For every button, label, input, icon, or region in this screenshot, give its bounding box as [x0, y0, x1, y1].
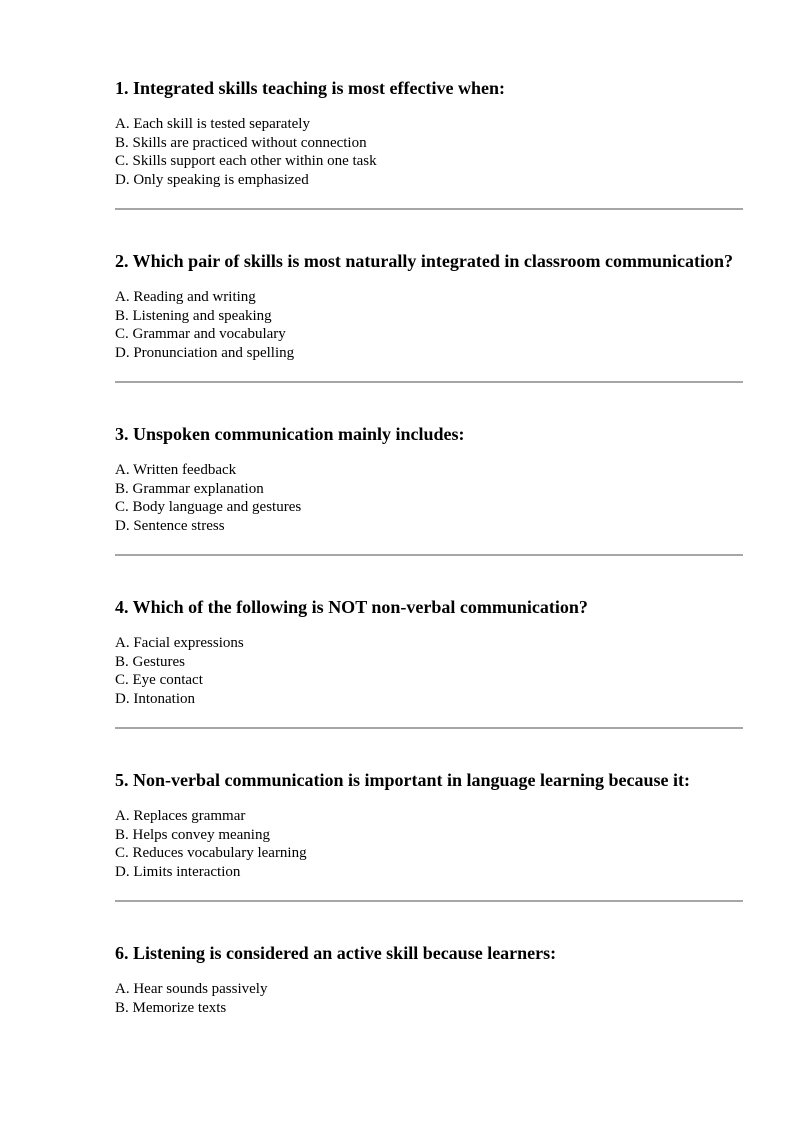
question-divider — [115, 727, 743, 729]
option-b: B. Memorize texts — [115, 999, 227, 1016]
question-divider — [115, 900, 743, 902]
option-a: A. Facial expressions — [115, 635, 244, 651]
option-list — [115, 980, 743, 1017]
question-5 — [115, 769, 743, 882]
question-divider — [115, 381, 743, 383]
question-divider — [115, 554, 743, 556]
option-list — [115, 634, 743, 709]
option-a: A. Written feedback — [115, 462, 237, 478]
option-d: D. Sentence stress — [115, 518, 225, 535]
option-c: C. Reduces vocabulary learning — [115, 845, 307, 862]
option-c: C. Body language and gestures — [115, 499, 302, 516]
question-title: 6. Listening is considered an active skill because learners: — [115, 943, 557, 963]
question-divider — [115, 208, 743, 210]
question-title: 1. Integrated skills teaching is most effective when: — [115, 78, 505, 98]
option-c: C. Eye contact — [115, 672, 203, 689]
option-c: C. Grammar and vocabulary — [115, 326, 286, 343]
option-list — [115, 461, 743, 536]
option-b: B. Helps convey meaning — [115, 826, 270, 843]
question-6 — [115, 942, 743, 1017]
question-title: 5. Non-verbal communication is important in language learning because it: — [115, 770, 690, 790]
option-d: D. Limits interaction — [115, 864, 241, 881]
question-2 — [115, 250, 743, 363]
question-1 — [115, 77, 743, 190]
question-title: 4. Which of the following is NOT non-verbal communication? — [115, 597, 588, 617]
option-list — [115, 115, 743, 190]
option-a: A. Each skill is tested separately — [115, 116, 310, 132]
option-a: A. Replaces grammar — [115, 808, 246, 824]
question-title: 3. Unspoken communication mainly includes: — [115, 424, 465, 444]
option-list — [115, 288, 743, 363]
question-title: 2. Which pair of skills is most naturally integrated in classroom communication? — [115, 251, 734, 271]
option-b: B. Listening and speaking — [115, 307, 272, 324]
option-b: B. Skills are practiced without connection — [115, 134, 367, 151]
option-d: D. Only speaking is emphasized — [115, 172, 309, 189]
option-b: B. Gestures — [115, 653, 185, 670]
option-d: D. Pronunciation and spelling — [115, 345, 295, 362]
option-b: B. Grammar explanation — [115, 480, 264, 497]
question-4 — [115, 596, 743, 709]
option-d: D. Intonation — [115, 691, 195, 708]
option-a: A. Reading and writing — [115, 289, 256, 305]
option-list — [115, 807, 743, 882]
option-c: C. Skills support each other within one task — [115, 153, 377, 170]
question-3 — [115, 423, 743, 536]
option-a: A. Hear sounds passively — [115, 981, 268, 997]
